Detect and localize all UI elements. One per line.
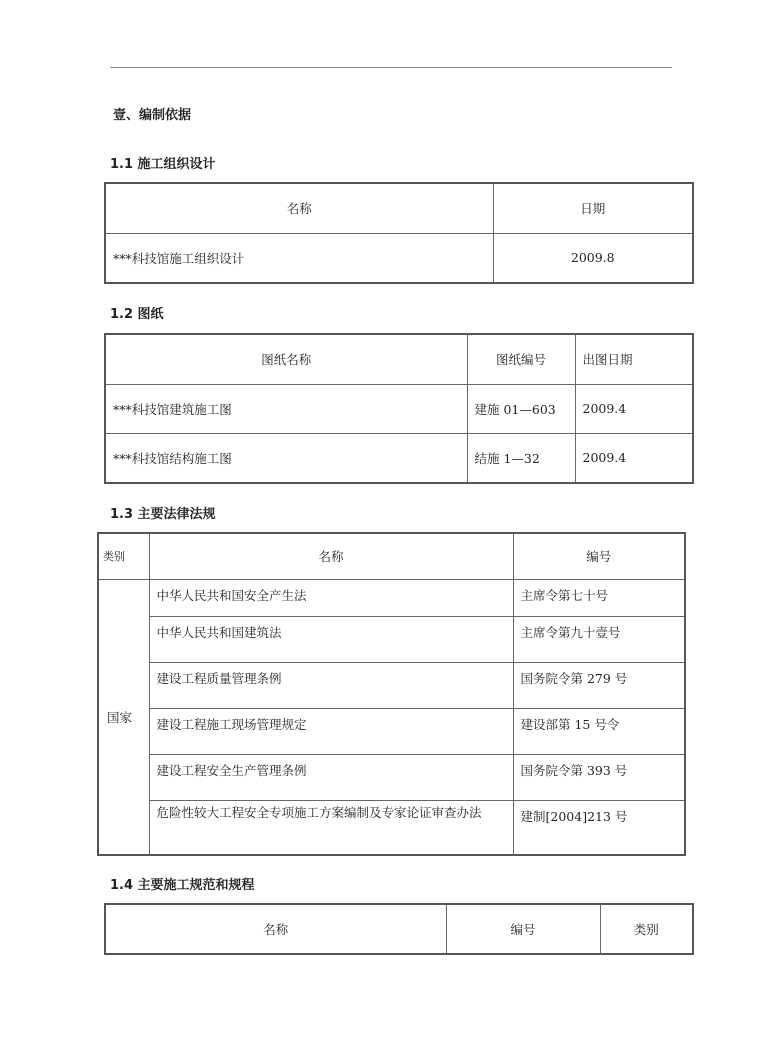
- cell: 建设工程施工现场管理规定: [149, 708, 513, 754]
- laws-table: [97, 532, 686, 856]
- cell: 2009.8: [493, 233, 693, 283]
- header-cell: 类别: [600, 904, 693, 954]
- table-row: [98, 616, 685, 662]
- header-cell: 图纸名称: [105, 334, 467, 384]
- construction-design-table: [104, 182, 694, 284]
- s1-title: 1.1 施工组织设计: [110, 157, 216, 172]
- table-header: [105, 904, 693, 954]
- specs-table: [104, 903, 694, 955]
- header-cell: 出图日期: [575, 334, 693, 384]
- table-row: [105, 384, 693, 433]
- header-cell: 名称: [105, 904, 446, 954]
- header-cell: 编号: [446, 904, 600, 954]
- cell: 建设工程安全生产管理条例: [149, 754, 513, 800]
- table-header: [105, 183, 693, 233]
- table-row: [98, 754, 685, 800]
- cell: 主席令第九十壹号: [513, 616, 685, 662]
- table-header: [105, 334, 693, 384]
- cell: 2009.4: [575, 384, 693, 433]
- cell: 国务院令第 279 号: [513, 662, 685, 708]
- header-cell: 类别: [98, 533, 149, 579]
- table-row: [105, 433, 693, 483]
- s4-title: 1.4 主要施工规范和规程: [110, 878, 255, 893]
- header-cell: 图纸编号: [467, 334, 575, 384]
- table-row: [98, 708, 685, 754]
- header-cell: 名称: [149, 533, 513, 579]
- table-row: [98, 662, 685, 708]
- drawings-table: [104, 333, 694, 484]
- cell: ***科技馆结构施工图: [105, 433, 467, 483]
- header-rule: [110, 67, 672, 68]
- table-row: [105, 233, 693, 283]
- s3-title: 1.3 主要法律法规: [110, 507, 216, 522]
- cell: 建制[2004]213 号: [513, 800, 685, 855]
- cell: 中华人民共和国建筑法: [149, 616, 513, 662]
- cell: 国务院令第 393 号: [513, 754, 685, 800]
- header-cell: 名称: [105, 183, 493, 233]
- cell: 建设工程质量管理条例: [149, 662, 513, 708]
- cell: 结施 1—32: [467, 433, 575, 483]
- cell: 主席令第七十号: [513, 579, 685, 616]
- header-cell: 日期: [493, 183, 693, 233]
- table-row: [98, 800, 685, 855]
- table-row: [98, 579, 685, 616]
- cell: ***科技馆建筑施工图: [105, 384, 467, 433]
- s2-title: 1.2 图纸: [110, 307, 164, 322]
- section-heading: 壹、编制依据: [113, 108, 192, 123]
- cell: 2009.4: [575, 433, 693, 483]
- cell: ***科技馆施工组织设计: [105, 233, 493, 283]
- table-header: [98, 533, 685, 579]
- header-cell: 编号: [513, 533, 685, 579]
- cell: 危险性较大工程安全专项施工方案编制及专家论证审查办法: [149, 800, 513, 855]
- cell: 建设部第 15 号令: [513, 708, 685, 754]
- category-cell: 国家: [98, 579, 149, 855]
- cell: 中华人民共和国安全产生法: [149, 579, 513, 616]
- cell: 建施 01—603: [467, 384, 575, 433]
